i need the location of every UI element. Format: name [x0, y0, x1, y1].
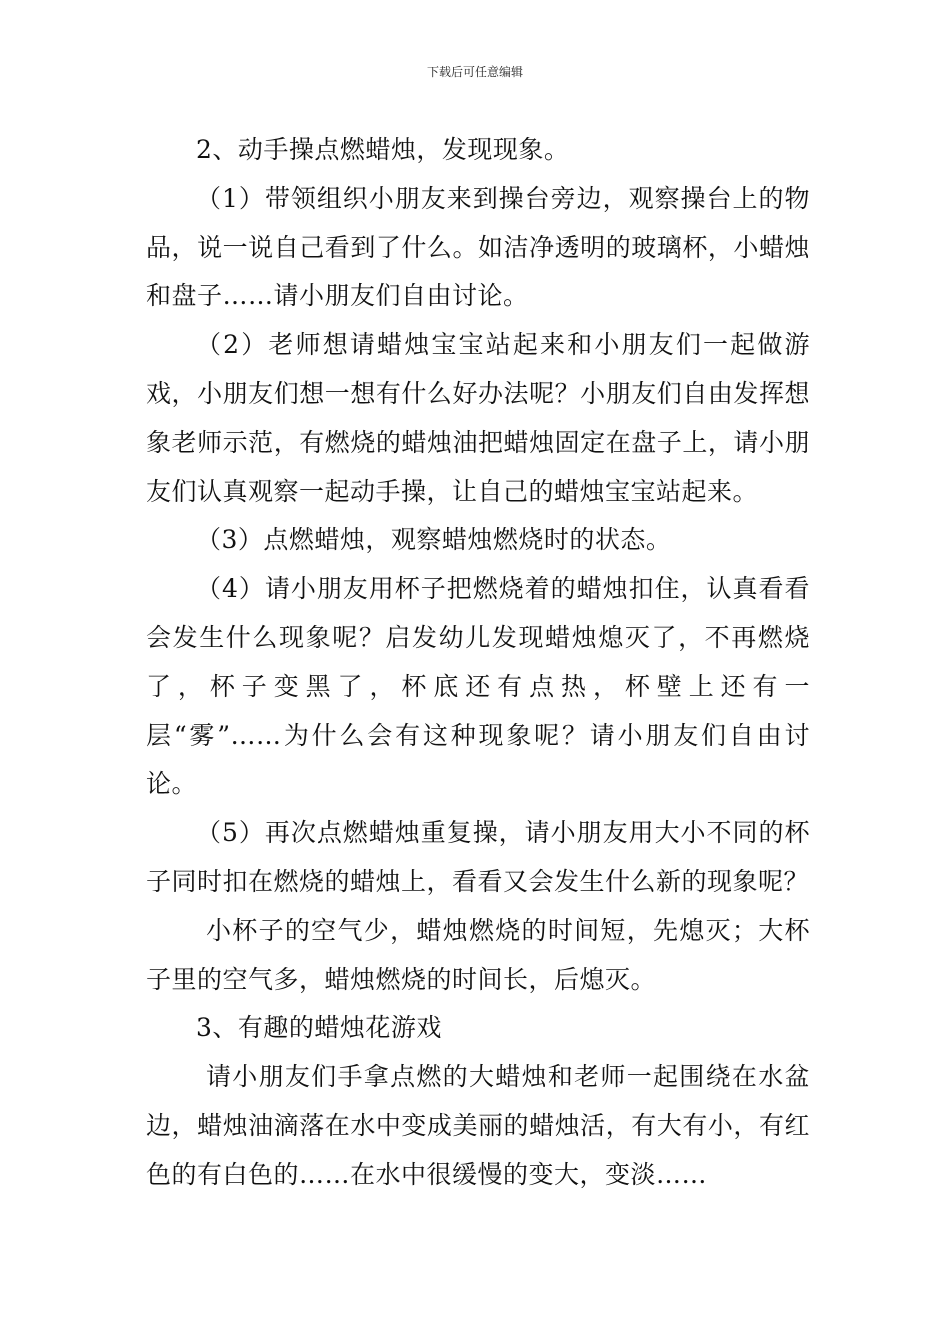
page-header-note: 下载后可任意编辑 [426, 65, 523, 79]
paragraph-step-1: （1）带领组织小朋友来到操台旁边，观察操台上的物品，说一说自己看到了什么。如洁净透明的玻璃杯，小蜡烛和盘子……请小朋友们自由讨论。 [146, 183, 810, 311]
document-body [146, 126, 810, 1200]
paragraph-step-3: （3）点燃蜡烛，观察蜡烛燃烧时的状态。 [196, 525, 672, 555]
paragraph-step-5: （5）再次点燃蜡烛重复操，请小朋友用大小不同的杯子同时扣在燃烧的蜡烛上，看看又会发生什么新的现象呢？ [146, 818, 810, 896]
section-heading-3: 3、有趣的蜡烛花游戏 [196, 1013, 442, 1043]
paragraph-conclusion: 小杯子的空气少，蜡烛燃烧的时间短，先熄灭；大杯子里的空气多，蜡烛燃烧的时间长，后熄灭。 [146, 915, 810, 994]
paragraph-candle-flower-game: 请小朋友们手拿点燃的大蜡烛和老师一起围绕在水盆边，蜡烛油滴落在水中变成美丽的蜡烛活，有大有小，有红色的有白色的……在水中很缓慢的变大，变淡…… [146, 1062, 810, 1189]
paragraph-step-2: （2）老师想请蜡烛宝宝站起来和小朋友们一起做游戏，小朋友们想一想有什么好办法呢？小朋友们自由发挥想象老师示范，有燃烧的蜡烛油把蜡烛固定在盘子上，请小朋友们认真观察一起动手操，让自己的蜡烛宝宝站起来。 [146, 330, 810, 506]
paragraph-step-4: （4）请小朋友用杯子把燃烧着的蜡烛扣住，认真看看会发生什么现象呢？启发幼儿发现蜡烛熄灭了，不再燃烧了，杯子变黑了，杯底还有点热，杯壁上还有一层“雾”……为什么会有这种现象呢？请小朋友们自由讨论。 [146, 574, 810, 799]
section-heading-2: 2、动手操点燃蜡烛，发现现象。 [196, 135, 570, 164]
